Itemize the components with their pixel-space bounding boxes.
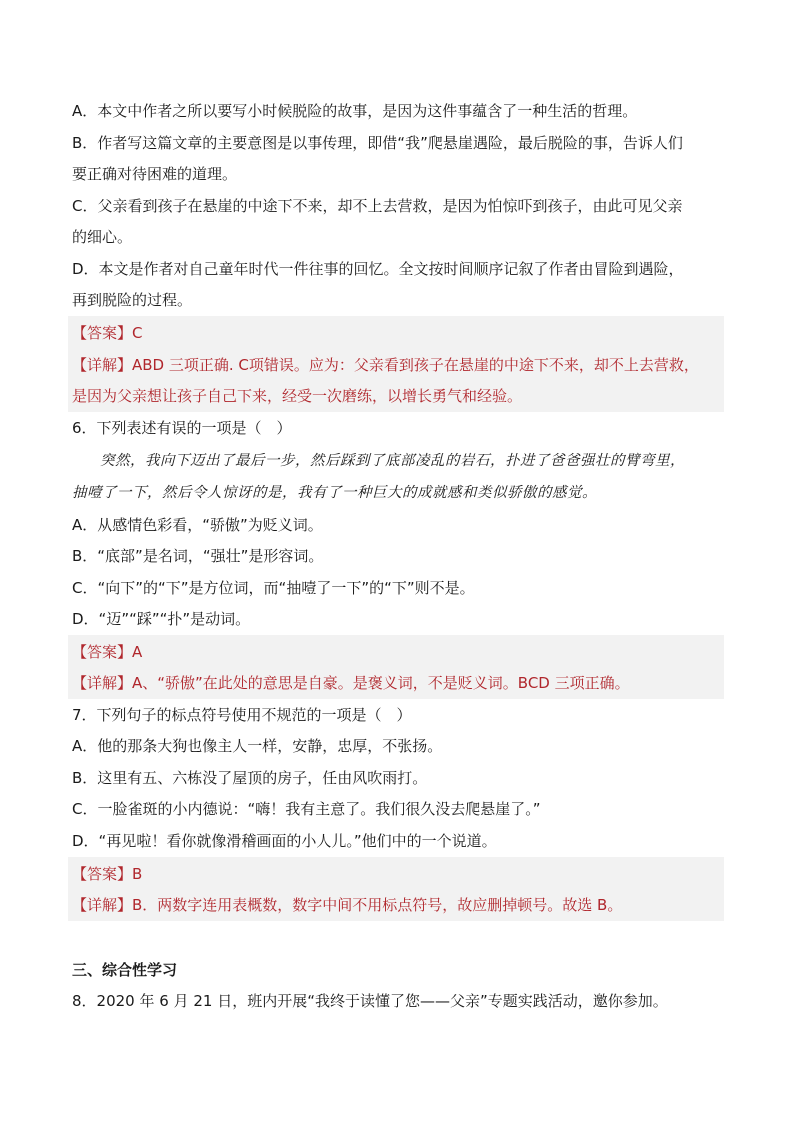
q5-option-b-line2: 要正确对待困难的道理。 [72, 165, 238, 183]
q6-detail: 【详解】A、“骄傲”在此处的意思是自豪。是褒义词，不是贬义词。BCD 三项正确。 [72, 674, 630, 692]
section3-title: 三、综合性学习 [72, 961, 178, 979]
q8-stem: 8．2020 年 6 月 21 日，班内开展“我终于读懂了您——父亲”专题实践活动，邀你参加。 [72, 992, 668, 1010]
q7-detail: 【详解】B．两数字连用表概数，数字中间不用标点符号，故应删掉顿号。故选 B。 [72, 896, 623, 914]
q7-answer: 【答案】B [72, 865, 143, 883]
q6-answer: 【答案】A [72, 643, 143, 661]
q6-stem: 6．下列表述有误的一项是（ ） [72, 419, 292, 437]
q5-detail-line1: 【详解】ABD 三项正确. C项错误。应为：父亲看到孩子在悬崖的中途下不来，却不上去营救， [72, 356, 699, 374]
q6-quote-line2: 抽噎了一下，然后令人惊讶的是，我有了一种巨大的成就感和类似骄傲的感觉。 [72, 485, 597, 501]
q7-option-d: D．“再见啦！看你就像滑稽画面的小人儿。”他们中的一个说道。 [72, 832, 497, 850]
q5-detail-line2: 是因为父亲想让孩子自己下来，经受一次磨练，以增长勇气和经验。 [72, 387, 523, 405]
q7-option-c: C．一脸雀斑的小内德说：“嗨！我有主意了。我们很久没去爬悬崖了。” [72, 800, 541, 818]
q7-option-a: A．他的那条大狗也像主人一样，安静，忠厚，不张扬。 [72, 737, 443, 755]
q6-option-c: C．“向下”的“下”是方位词，而“抽噎了一下”的“下”则不是。 [72, 579, 475, 597]
q6-option-a: A．从感情色彩看，“骄傲”为贬义词。 [72, 516, 323, 534]
q6-option-d: D．“迈”“踩”“扑”是动词。 [72, 610, 251, 628]
q5-option-a: A．本文中作者之所以要写小时候脱险的故事，是因为这件事蕴含了一种生活的哲理。 [72, 102, 638, 120]
q6-option-b: B．“底部”是名词，“强壮”是形容词。 [72, 547, 324, 565]
q5-option-c-line1: C．父亲看到孩子在悬崖的中途下不来，却不上去营救，是因为怕惊吓到孩子，由此可见父亲 [72, 197, 683, 215]
q5-option-c-line2: 的细心。 [72, 228, 133, 246]
q5-answer: 【答案】C [72, 324, 143, 342]
q5-option-d-line2: 再到脱险的过程。 [72, 291, 193, 309]
q7-stem: 7．下列句子的标点符号使用不规范的一项是（ ） [72, 706, 412, 724]
q7-option-b: B．这里有五、六栋没了屋顶的房子，任由风吹雨打。 [72, 769, 428, 787]
q5-option-b-line1: B．作者写这篇文章的主要意图是以事传理，即借“我”爬悬崖遇险，最后脱险的事，告诉人们 [72, 134, 683, 152]
q5-option-d-line1: D．本文是作者对自己童年时代一件往事的回忆。全文按时间顺序记叙了作者由冒险到遇险， [72, 260, 684, 278]
q6-quote-line1: 突然，我向下迈出了最后一步，然后踩到了底部凌乱的岩石，扑进了爸爸强壮的臂弯里， [100, 453, 685, 469]
